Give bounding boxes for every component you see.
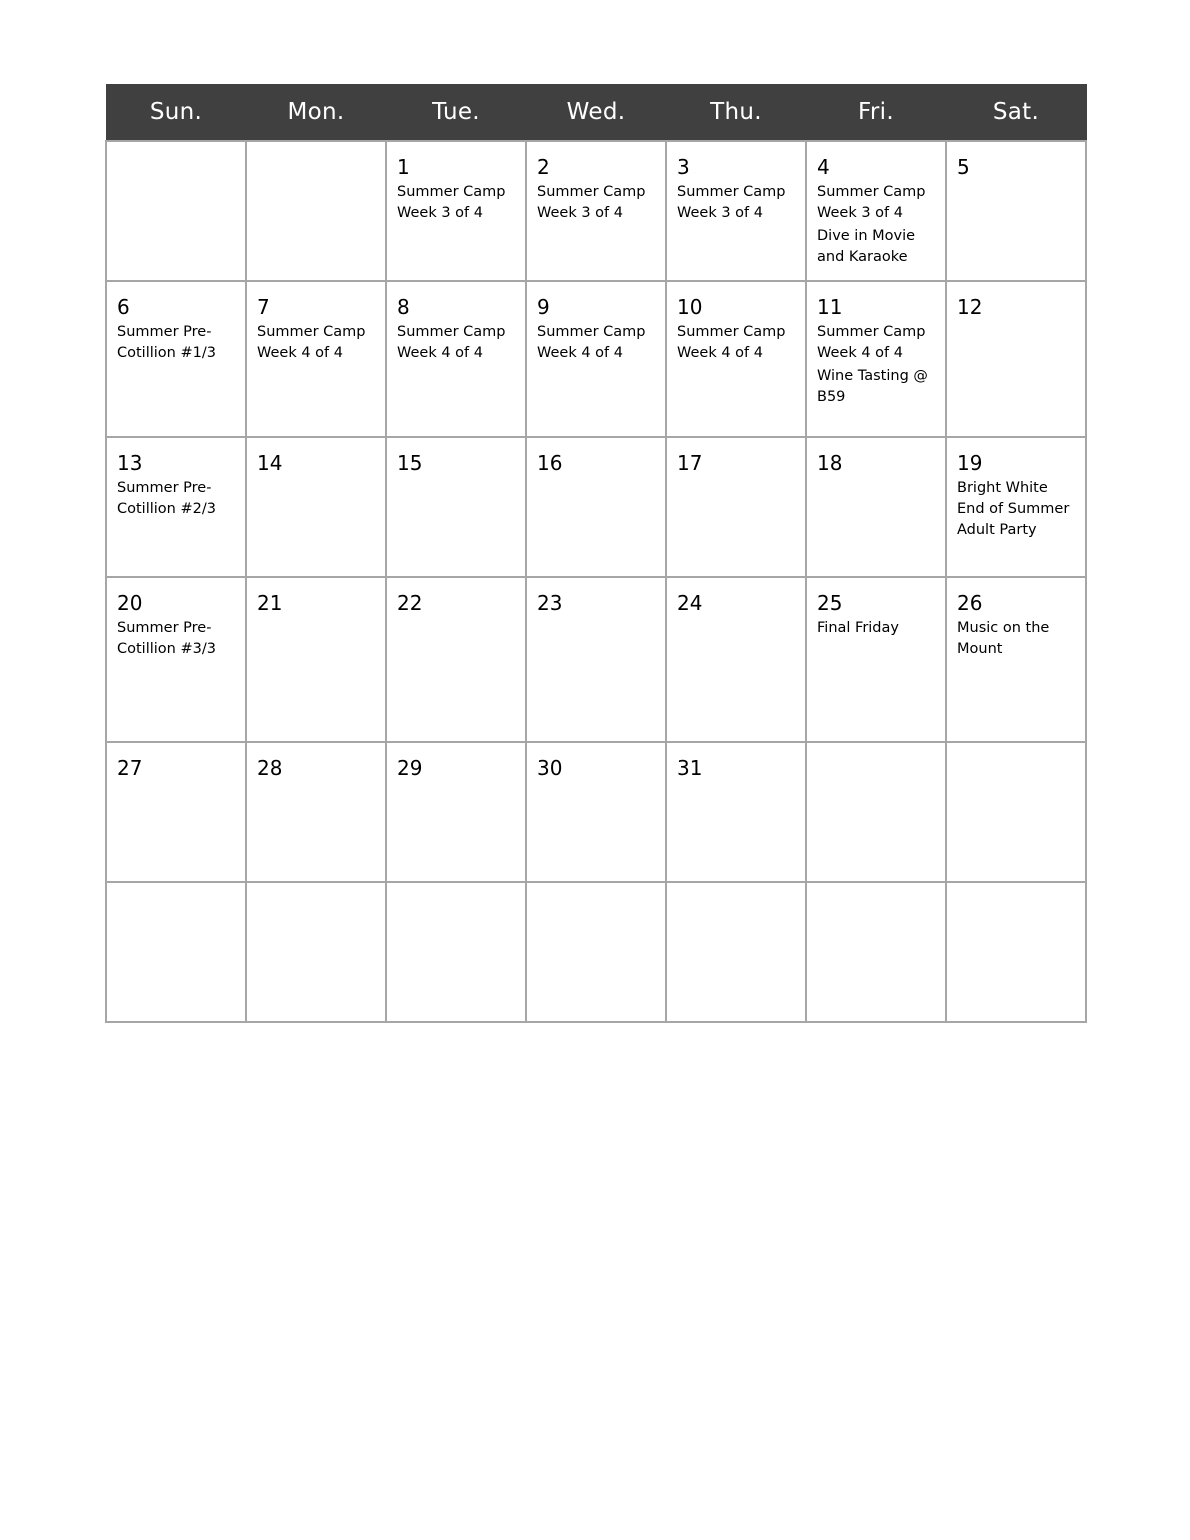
- empty-day-cell: [246, 141, 386, 281]
- day-cell-27[interactable]: [106, 742, 246, 882]
- day-number: 25: [817, 591, 843, 615]
- day-cell-21[interactable]: [246, 577, 386, 742]
- day-cell-31[interactable]: [666, 742, 806, 882]
- day-cell-17[interactable]: [666, 437, 806, 577]
- day-number: 19: [957, 451, 983, 475]
- day-cell-28[interactable]: [246, 742, 386, 882]
- day-number: 13: [117, 451, 143, 475]
- event-label: Summer Camp Week 4 of 4: [257, 324, 366, 361]
- day-number: 8: [397, 295, 410, 319]
- weekday-wed: Wed.: [526, 84, 666, 141]
- weekday-header-row: [106, 84, 1086, 141]
- weekday-tue: Tue.: [386, 84, 526, 141]
- day-cell-5[interactable]: [946, 141, 1086, 281]
- event-label: Dive in Movie and Karaoke: [817, 228, 916, 265]
- day-cell-2[interactable]: [526, 141, 666, 281]
- empty-day-cell: [386, 882, 526, 1022]
- day-number: 11: [817, 295, 843, 319]
- event-label: Wine Tasting @ B59: [817, 368, 928, 405]
- event-label: Summer Camp Week 4 of 4: [677, 324, 786, 361]
- day-number: 5: [957, 155, 970, 179]
- month-calendar: [105, 84, 1087, 1023]
- day-cell-3[interactable]: [666, 141, 806, 281]
- day-number: 30: [537, 756, 563, 780]
- day-cell-29[interactable]: [386, 742, 526, 882]
- event-label: Summer Camp Week 3 of 4: [397, 184, 506, 221]
- day-cell-10[interactable]: [666, 281, 806, 437]
- day-number: 27: [117, 756, 143, 780]
- week-row-3: [106, 437, 1086, 577]
- day-cell-11[interactable]: [806, 281, 946, 437]
- week-row-1: [106, 141, 1086, 281]
- day-cell-30[interactable]: [526, 742, 666, 882]
- day-cell-15[interactable]: [386, 437, 526, 577]
- day-cell-14[interactable]: [246, 437, 386, 577]
- day-number: 6: [117, 295, 130, 319]
- empty-day-cell: [106, 882, 246, 1022]
- event-label: Summer Camp Week 4 of 4: [397, 324, 506, 361]
- day-cell-20[interactable]: [106, 577, 246, 742]
- day-cell-25[interactable]: [806, 577, 946, 742]
- event-label: Summer Pre-Cotillion #1/3: [117, 324, 216, 361]
- day-cell-16[interactable]: [526, 437, 666, 577]
- day-number: 14: [257, 451, 283, 475]
- day-number: 20: [117, 591, 143, 615]
- day-number: 12: [957, 295, 983, 319]
- day-cell-7[interactable]: [246, 281, 386, 437]
- empty-day-cell: [246, 882, 386, 1022]
- day-number: 4: [817, 155, 830, 179]
- event-label: Summer Camp Week 3 of 4: [537, 184, 646, 221]
- day-number: 17: [677, 451, 703, 475]
- day-cell-12[interactable]: [946, 281, 1086, 437]
- day-number: 26: [957, 591, 983, 615]
- day-number: 9: [537, 295, 550, 319]
- weekday-mon: Mon.: [246, 84, 386, 141]
- day-cell-22[interactable]: [386, 577, 526, 742]
- day-number: 28: [257, 756, 283, 780]
- day-number: 16: [537, 451, 563, 475]
- day-cell-6[interactable]: [106, 281, 246, 437]
- empty-day-cell: [946, 742, 1086, 882]
- day-cell-13[interactable]: [106, 437, 246, 577]
- empty-day-cell: [106, 141, 246, 281]
- week-row-4: [106, 577, 1086, 742]
- day-cell-26[interactable]: [946, 577, 1086, 742]
- event-label: Summer Pre-Cotillion #3/3: [117, 620, 216, 657]
- empty-day-cell: [806, 882, 946, 1022]
- weekday-sun: Sun.: [106, 84, 246, 141]
- event-label: Summer Camp Week 4 of 4: [537, 324, 646, 361]
- day-cell-23[interactable]: [526, 577, 666, 742]
- event-label: Music on the Mount: [957, 620, 1050, 657]
- event-label: Summer Camp Week 4 of 4: [817, 324, 926, 361]
- day-cell-1[interactable]: [386, 141, 526, 281]
- event-label: Bright White End of Summer Adult Party: [957, 480, 1070, 538]
- day-cell-9[interactable]: [526, 281, 666, 437]
- day-number: 1: [397, 155, 410, 179]
- day-number: 21: [257, 591, 283, 615]
- weekday-sat: Sat.: [946, 84, 1086, 141]
- week-row-5: [106, 742, 1086, 882]
- day-cell-19[interactable]: [946, 437, 1086, 577]
- day-number: 15: [397, 451, 423, 475]
- day-number: 3: [677, 155, 690, 179]
- day-number: 31: [677, 756, 703, 780]
- day-number: 23: [537, 591, 563, 615]
- day-cell-24[interactable]: [666, 577, 806, 742]
- day-cell-18[interactable]: [806, 437, 946, 577]
- day-number: 7: [257, 295, 270, 319]
- empty-day-cell: [526, 882, 666, 1022]
- event-label: Final Friday: [817, 620, 899, 636]
- day-number: 22: [397, 591, 423, 615]
- empty-day-cell: [666, 882, 806, 1022]
- weekday-fri: Fri.: [806, 84, 946, 141]
- day-number: 2: [537, 155, 550, 179]
- week-row-2: [106, 281, 1086, 437]
- day-cell-4[interactable]: [806, 141, 946, 281]
- day-number: 29: [397, 756, 423, 780]
- event-label: Summer Camp Week 3 of 4: [677, 184, 786, 221]
- day-number: 10: [677, 295, 703, 319]
- event-label: Summer Pre-Cotillion #2/3: [117, 480, 216, 517]
- empty-day-cell: [946, 882, 1086, 1022]
- empty-day-cell: [806, 742, 946, 882]
- week-row-6: [106, 882, 1086, 1022]
- weekday-thu: Thu.: [666, 84, 806, 141]
- day-number: 24: [677, 591, 703, 615]
- day-number: 18: [817, 451, 843, 475]
- day-cell-8[interactable]: [386, 281, 526, 437]
- event-label: Summer Camp Week 3 of 4: [817, 184, 926, 221]
